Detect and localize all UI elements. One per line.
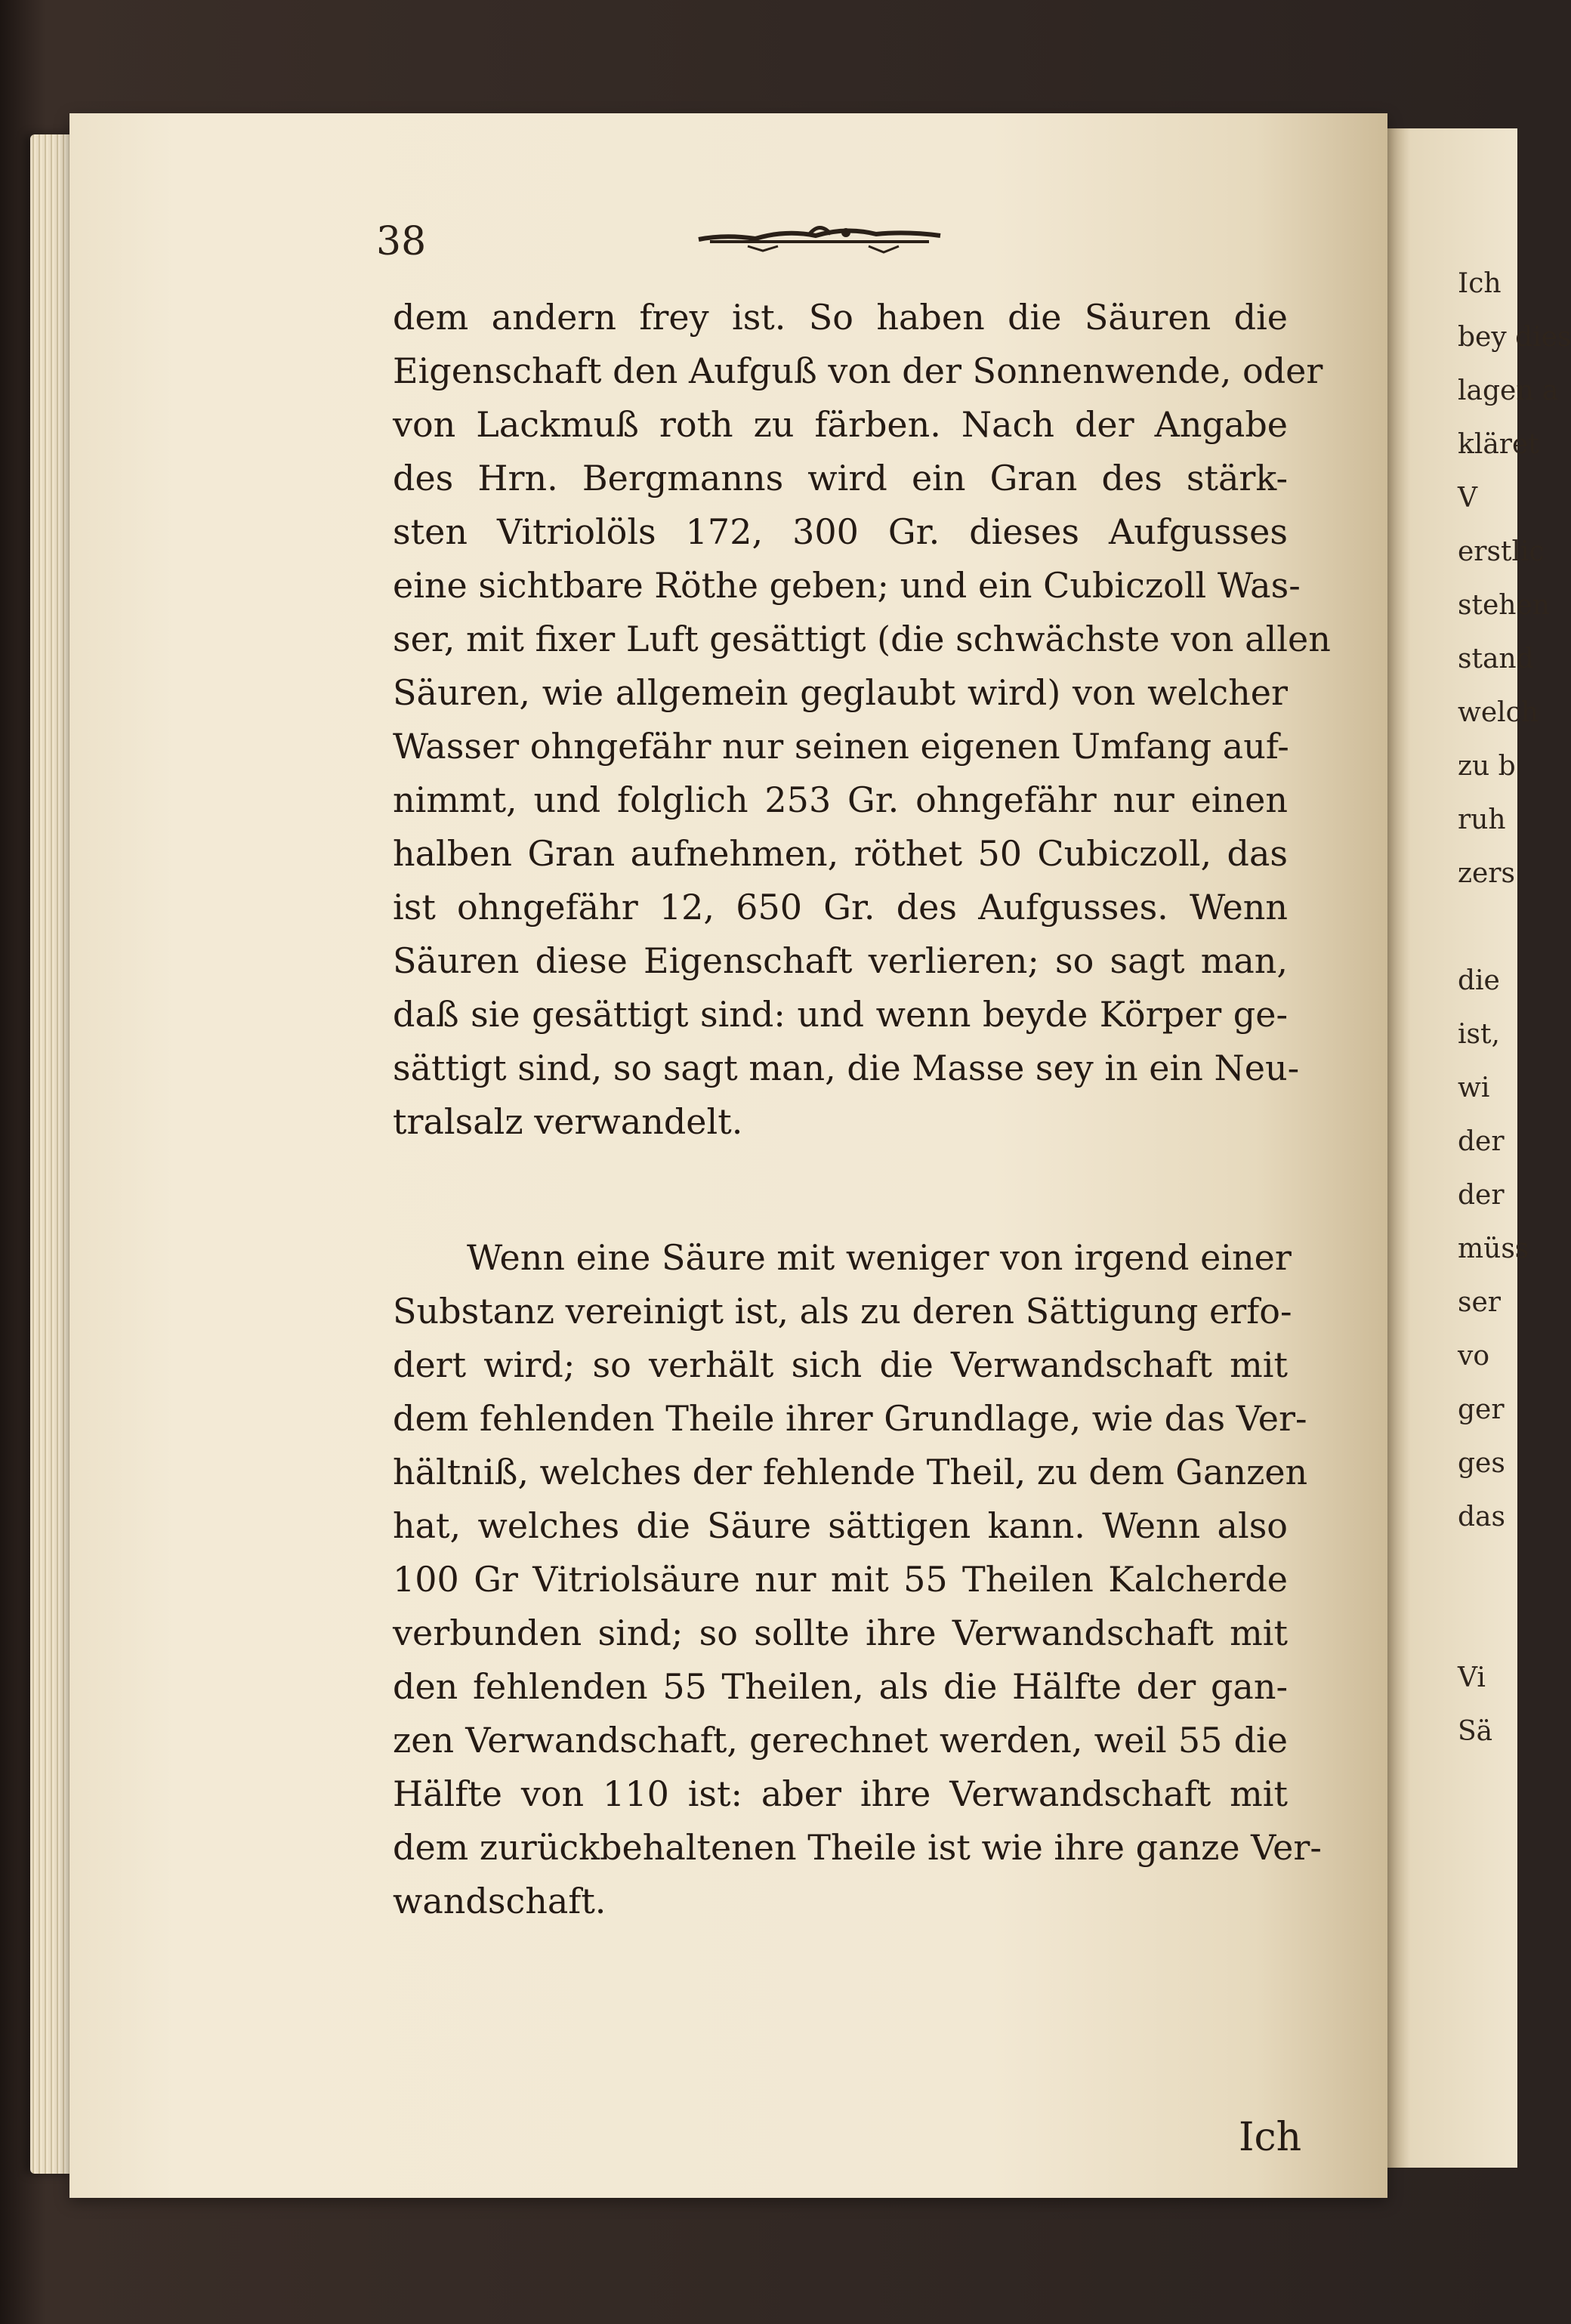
facing-page-fragment: der bbox=[1458, 1126, 1505, 1157]
facing-page-fragment: zu b bbox=[1458, 751, 1516, 782]
text-line: verbunden sind; so sollte ihre Verwandschaft mit bbox=[393, 1613, 1288, 1653]
page-edges bbox=[30, 134, 76, 2174]
text-line: zen Verwandschaft, gerechnet werden, weil 55 die bbox=[393, 1720, 1288, 1761]
facing-page-fragment: stand bbox=[1458, 643, 1534, 674]
facing-page-fragment: welch bbox=[1458, 697, 1539, 728]
text-line: ser, mit fixer Luft gesättigt (die schwächste von allen bbox=[393, 619, 1331, 659]
text-line: von Lackmuß roth zu färben. Nach der Angabe bbox=[393, 404, 1288, 445]
facing-page-fragment: ges bbox=[1458, 1448, 1505, 1479]
text-line: Substanz vereinigt ist, als zu deren Sättigung erfo- bbox=[393, 1291, 1292, 1332]
facing-page-fragment: erstlic bbox=[1458, 536, 1545, 567]
facing-page-fragment: die bbox=[1458, 965, 1500, 996]
text-line: des Hrn. Bergmanns wird ein Gran des stärk- bbox=[393, 458, 1288, 498]
body-text bbox=[393, 291, 1331, 1928]
facing-page-fragment: wi bbox=[1458, 1072, 1490, 1103]
text-line: Wasser ohngefähr nur seinen eigenen Umfang auf- bbox=[393, 726, 1289, 767]
text-line: den fehlenden 55 Theilen, als die Hälfte der gan- bbox=[393, 1666, 1288, 1707]
text-line: tralsalz verwandelt. bbox=[393, 1101, 743, 1142]
facing-page-fragment bbox=[1458, 1597, 1517, 1651]
text-line: hältniß, welches der fehlende Theil, zu dem Ganzen bbox=[393, 1452, 1308, 1492]
text-line: Wenn eine Säure mit weniger von irgend einer bbox=[467, 1237, 1292, 1278]
text-line: 100 Gr Vitriolsäure nur mit 55 Theilen Kalcherde bbox=[393, 1559, 1288, 1600]
text-line: wandschaft. bbox=[393, 1881, 606, 1921]
facing-page-fragment: ger bbox=[1458, 1394, 1505, 1425]
facing-page-fragment: ruh bbox=[1458, 804, 1506, 835]
facing-page-fragment: kläret bbox=[1458, 429, 1539, 460]
facing-page-fragment: Ich bbox=[1458, 268, 1502, 299]
text-line: Säuren, wie allgemein geglaubt wird) von welcher bbox=[393, 672, 1288, 713]
facing-page-fragment: das bbox=[1458, 1501, 1505, 1532]
facing-page-fragment: ser bbox=[1458, 1287, 1501, 1318]
text-line: Säuren diese Eigenschaft verlieren; so sagt man, bbox=[393, 940, 1288, 981]
text-line: halben Gran aufnehmen, röthet 50 Cubiczoll, das bbox=[393, 833, 1288, 874]
facing-page-fragment: der bbox=[1458, 1180, 1505, 1211]
paragraph-2 bbox=[393, 1231, 1322, 1928]
text-line: nimmt, und folglich 253 Gr. ohngefähr nur einen bbox=[393, 779, 1288, 820]
text-line: eine sichtbare Röthe geben; und ein Cubiczoll Was- bbox=[393, 565, 1301, 606]
text-line: dert wird; so verhält sich die Verwandschaft mit bbox=[393, 1344, 1288, 1385]
text-line: dem andern frey ist. So haben die Säuren die bbox=[393, 297, 1288, 338]
header-ornament bbox=[695, 213, 944, 258]
facing-page-fragment bbox=[1458, 1544, 1517, 1597]
text-line: hat, welches die Säure sättigen kann. Wenn also bbox=[393, 1505, 1288, 1546]
catchword: Ich bbox=[1239, 2115, 1302, 2160]
text-line: daß sie gesättigt sind: und wenn beyde Körper ge- bbox=[393, 994, 1288, 1035]
text-line: dem fehlenden Theile ihrer Grundlage, wie das Ver- bbox=[393, 1398, 1307, 1439]
text-line: sten Vitriolöls 172, 300 Gr. dieses Aufgusses bbox=[393, 511, 1288, 552]
facing-page-fragment: V bbox=[1458, 483, 1477, 514]
facing-page-fragment: stehen bbox=[1458, 590, 1550, 621]
facing-page-fragment: lagen a bbox=[1458, 375, 1559, 406]
facing-page-fragment: Vi bbox=[1458, 1662, 1486, 1693]
facing-page-fragment bbox=[1458, 900, 1517, 954]
text-line: Eigenschaft den Aufguß von der Sonnenwende, oder bbox=[393, 350, 1323, 391]
facing-page-fragment: bey dies bbox=[1458, 322, 1571, 353]
facing-page-fragment: Sä bbox=[1458, 1716, 1493, 1747]
facing-page-fragment: vo bbox=[1458, 1341, 1490, 1372]
facing-page-fragment: müss bbox=[1458, 1233, 1529, 1264]
text-line: dem zurückbehaltenen Theile ist wie ihre ganze Ver- bbox=[393, 1827, 1322, 1868]
facing-page-fragment: ist, bbox=[1458, 1019, 1500, 1050]
text-line: ist ohngefähr 12, 650 Gr. des Aufgusses. Wenn bbox=[393, 887, 1288, 927]
text-line: Hälfte von 110 ist: aber ihre Verwandschaft mit bbox=[393, 1773, 1288, 1814]
paragraph-1 bbox=[393, 291, 1331, 1149]
facing-page-text bbox=[1458, 257, 1571, 1758]
page-number: 38 bbox=[376, 219, 427, 264]
facing-page-fragment: zers bbox=[1458, 858, 1515, 889]
text-line: sättigt sind, so sagt man, die Masse sey in ein Neu- bbox=[393, 1048, 1300, 1088]
